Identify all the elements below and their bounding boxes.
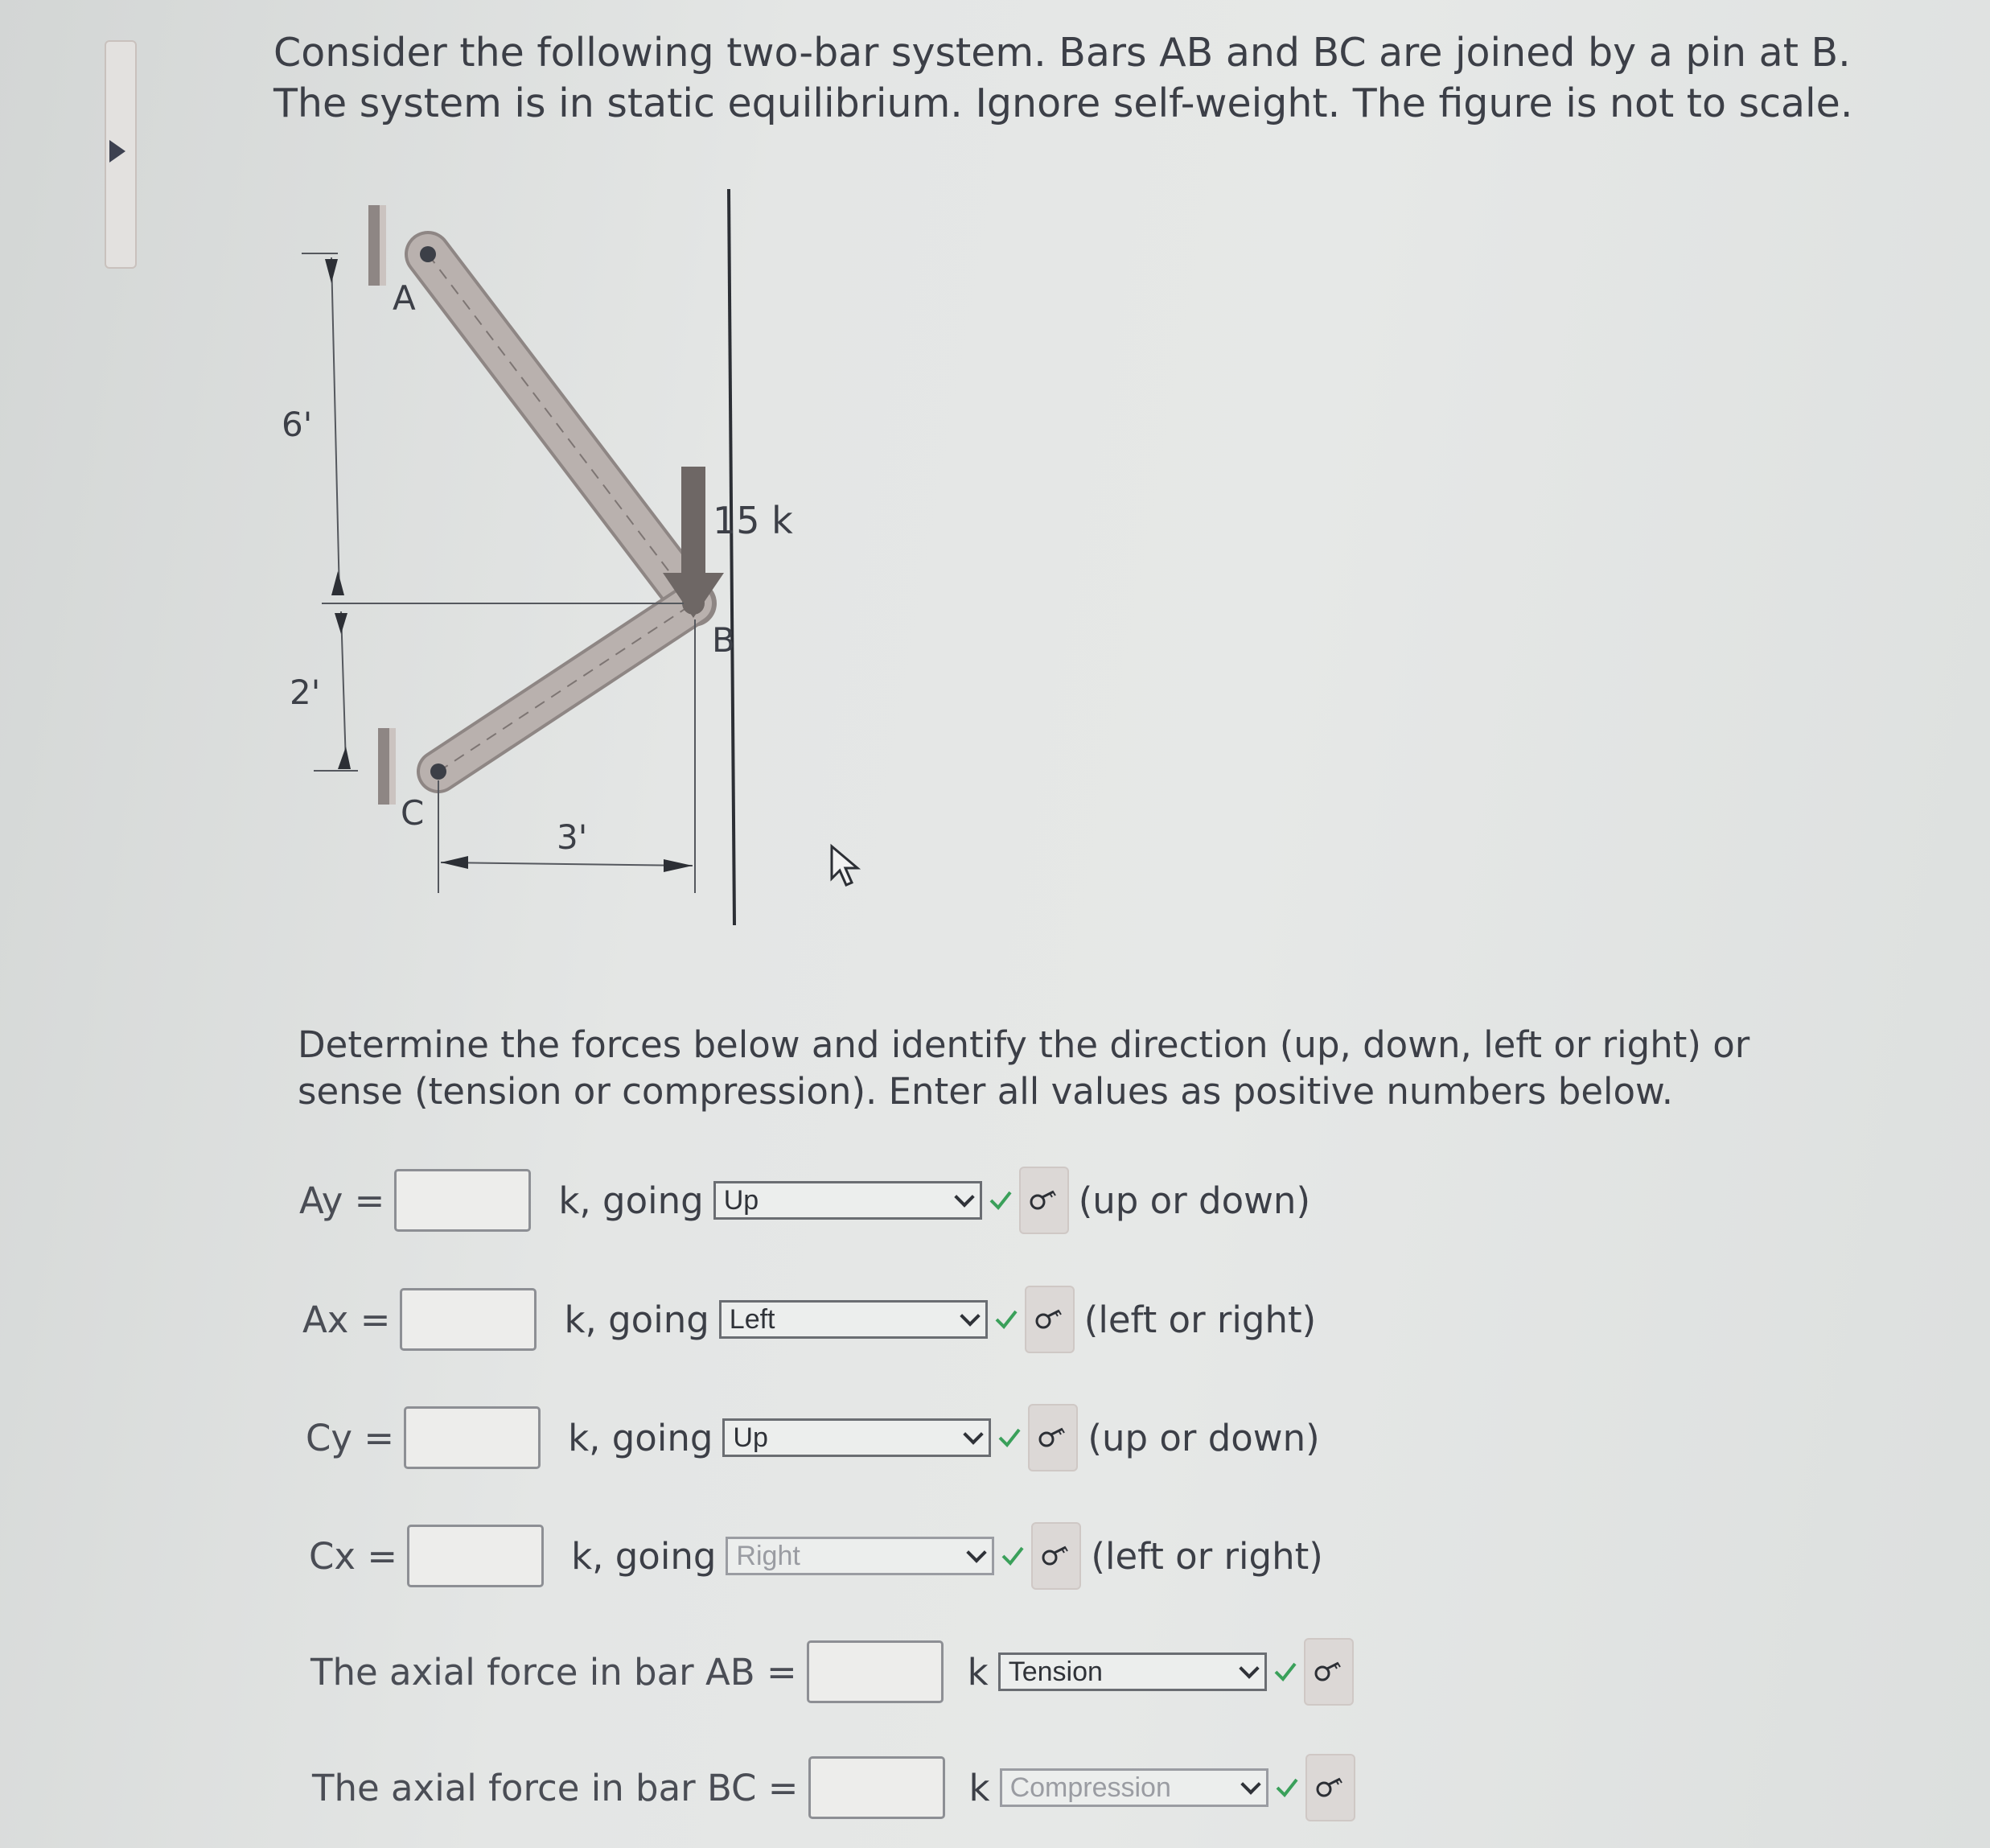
wall-support-c-face xyxy=(389,728,396,805)
check-icon xyxy=(989,1188,1013,1212)
pin-a xyxy=(420,246,436,262)
load-arrow-shaft xyxy=(681,467,705,573)
axial-ab-sense-value: Tension xyxy=(1008,1657,1103,1687)
chevron-down-icon xyxy=(960,1306,980,1326)
dim-3-arrow-right xyxy=(664,859,693,872)
dim-6-arrow-bottom xyxy=(331,571,344,595)
chevron-down-icon xyxy=(964,1424,984,1444)
check-icon xyxy=(997,1426,1022,1450)
dim-label-2ft: 2' xyxy=(290,673,321,712)
row-ay xyxy=(299,1167,1310,1234)
key-icon xyxy=(1028,1188,1060,1212)
chevron-down-icon xyxy=(967,1542,987,1562)
figure-svg xyxy=(257,177,820,949)
cx-direction-value: Right xyxy=(736,1541,800,1571)
key-button[interactable] xyxy=(1304,1638,1354,1706)
ay-hint: (up or down) xyxy=(1078,1179,1310,1222)
cy-label: Cy = xyxy=(306,1416,395,1459)
instructions: Determine the forces below and identify the direction (up, down, left or right) or sense (tension or compression). Enter all values as positive numbers below. xyxy=(298,1023,1750,1113)
axial-ab-unit: k xyxy=(967,1650,989,1694)
wall-support-a xyxy=(368,205,380,286)
axial-ab-label: The axial force in bar AB = xyxy=(310,1650,797,1694)
problem-statement: Consider the following two-bar system. Bars AB and BC are joined by a pin at B. The system is in static equilibrium. Ignore self-weight. The figure is not to scale. xyxy=(273,30,1853,126)
dim-label-6ft: 6' xyxy=(282,405,313,444)
chevron-down-icon xyxy=(1239,1658,1259,1678)
key-button[interactable] xyxy=(1025,1286,1075,1353)
ay-direction-value: Up xyxy=(723,1185,759,1216)
dim-2-arrow-top xyxy=(335,613,347,634)
ax-direction-select[interactable] xyxy=(719,1300,988,1339)
mouse-pointer-icon xyxy=(828,843,864,888)
axial-bc-label: The axial force in bar BC = xyxy=(312,1766,799,1809)
cx-hint: (left or right) xyxy=(1091,1534,1323,1578)
cy-direction-select[interactable] xyxy=(722,1418,991,1457)
reference-line xyxy=(729,189,734,925)
ax-unit: k, going xyxy=(564,1298,709,1341)
ax-hint: (left or right) xyxy=(1083,1298,1317,1341)
ay-label: Ay = xyxy=(299,1179,385,1222)
cy-hint: (up or down) xyxy=(1088,1416,1320,1459)
wall-support-a-face xyxy=(380,205,386,286)
key-button[interactable] xyxy=(1028,1404,1078,1471)
row-ax xyxy=(302,1286,1316,1353)
dim-3-line xyxy=(441,862,693,866)
key-icon xyxy=(1034,1307,1066,1331)
key-icon xyxy=(1037,1426,1069,1450)
label-b: B xyxy=(712,620,735,660)
check-icon xyxy=(1275,1776,1299,1800)
load-label: 15 k xyxy=(713,499,793,542)
dim-3-arrow-left xyxy=(441,856,468,869)
dim-2-arrow-bottom xyxy=(338,747,351,769)
label-a: A xyxy=(393,278,416,318)
cx-label: Cx = xyxy=(309,1534,398,1578)
key-icon xyxy=(1040,1544,1072,1568)
key-icon xyxy=(1313,1660,1345,1684)
row-axial-bc xyxy=(312,1754,1355,1821)
key-button[interactable] xyxy=(1019,1167,1069,1234)
key-button[interactable] xyxy=(1305,1754,1355,1821)
label-c: C xyxy=(401,793,425,833)
dim-6-line xyxy=(331,257,339,595)
cx-input[interactable] xyxy=(407,1525,544,1587)
row-cx xyxy=(309,1522,1323,1590)
check-icon xyxy=(994,1307,1018,1331)
ax-label: Ax = xyxy=(302,1298,391,1341)
wall-support-c xyxy=(378,728,389,805)
key-button[interactable] xyxy=(1031,1522,1081,1590)
pin-c xyxy=(430,763,446,780)
cy-input[interactable] xyxy=(404,1406,541,1469)
chevron-down-icon xyxy=(1240,1774,1260,1794)
axial-bc-sense-value: Compression xyxy=(1009,1772,1171,1803)
two-bar-figure xyxy=(257,177,820,949)
cx-unit: k, going xyxy=(571,1534,717,1578)
dim-2-line xyxy=(341,611,346,764)
row-cy xyxy=(306,1404,1320,1471)
ay-unit: k, going xyxy=(558,1179,704,1222)
axial-bc-input[interactable] xyxy=(808,1756,945,1819)
bar-ab-centerline xyxy=(428,254,693,603)
dim-6-arrow-top xyxy=(325,259,338,283)
cy-unit: k, going xyxy=(568,1416,713,1459)
check-icon xyxy=(1273,1660,1297,1684)
expand-arrow-icon[interactable] xyxy=(109,140,125,163)
row-axial-ab xyxy=(310,1638,1354,1706)
chevron-down-icon xyxy=(954,1187,974,1207)
axial-ab-input[interactable] xyxy=(807,1640,944,1703)
cy-direction-value: Up xyxy=(733,1422,768,1453)
check-icon xyxy=(1001,1544,1025,1568)
cx-direction-select[interactable] xyxy=(726,1537,994,1575)
ax-direction-value: Left xyxy=(729,1304,775,1335)
ay-direction-select[interactable] xyxy=(713,1181,982,1220)
axial-ab-sense-select[interactable] xyxy=(998,1652,1267,1691)
axial-bc-sense-select[interactable] xyxy=(1000,1768,1268,1807)
ax-input[interactable] xyxy=(400,1288,537,1351)
dim-label-3ft: 3' xyxy=(557,817,588,857)
ay-input[interactable] xyxy=(394,1169,531,1232)
key-icon xyxy=(1314,1776,1347,1800)
axial-bc-unit: k xyxy=(968,1766,990,1809)
